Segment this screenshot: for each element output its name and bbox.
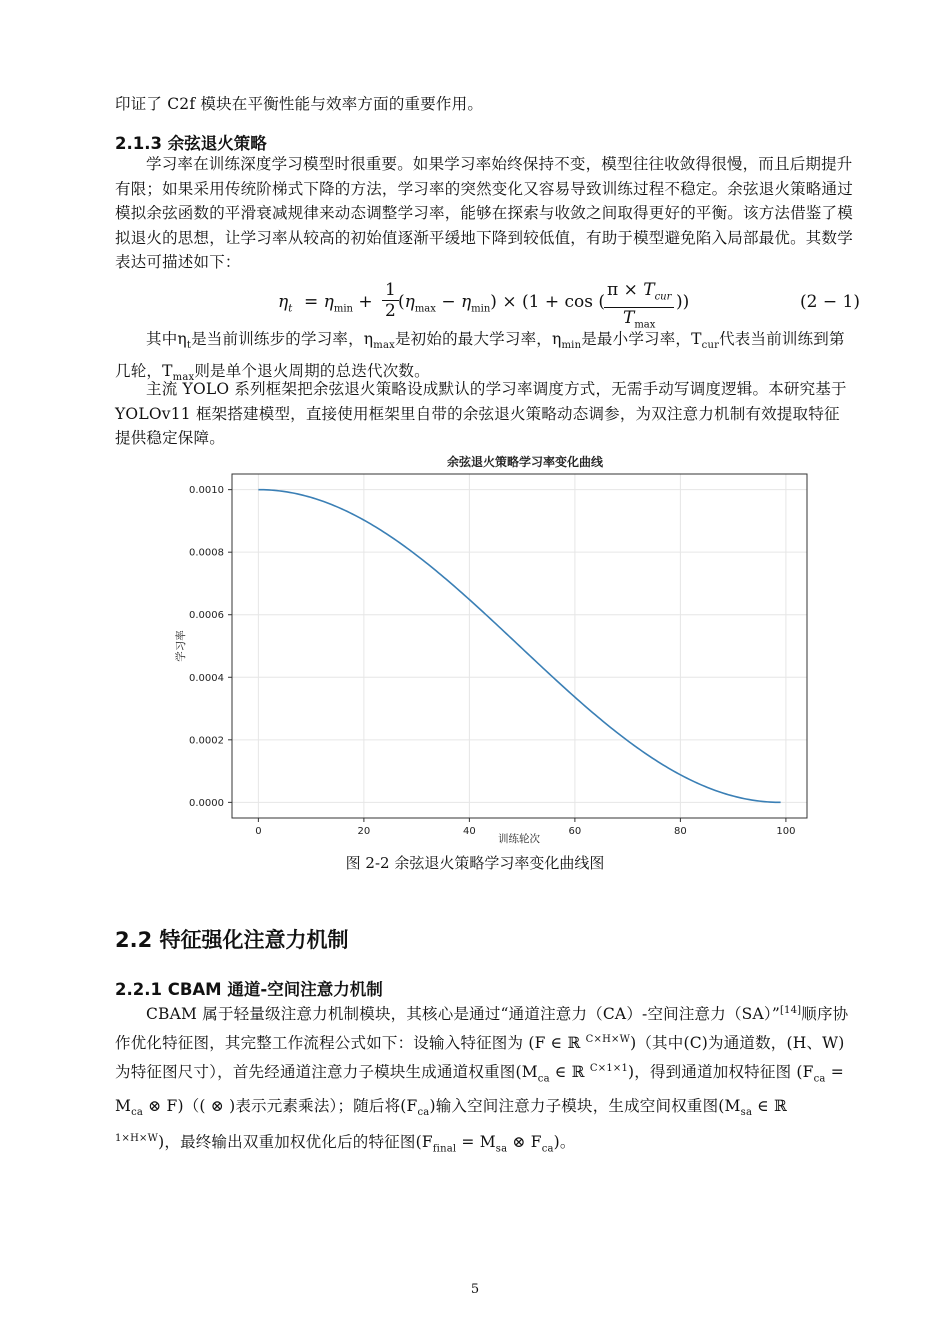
x-tick-label: 20 — [357, 826, 371, 837]
symbol-definition-text: 其中$\eta_t$是当前训练步的学习率，$\eta_{max}$是初始的最大学习率，$\eta_{min}$是最小学习率，$T_{cur}$代表当前训练到第几轮，$T_{max}$则是单个退火周期的总迭代次数。 — [115, 330, 845, 383]
section-2-2-1-paragraph — [115, 998, 855, 1162]
x-tick-label: 80 — [674, 826, 687, 837]
section-heading-2-1-3: 2.1.3 余弦退火策略 — [115, 134, 267, 153]
y-tick-label: 0.0006 — [189, 610, 224, 622]
x-tick-label: 100 — [776, 826, 796, 837]
formula-number: (2 − 1) — [800, 292, 860, 312]
section-heading-2-2: 2.2 特征强化注意力机制 — [115, 928, 349, 952]
chart-title: 余弦退火策略学习率变化曲线 — [446, 455, 604, 469]
y-tick-label: 0.0000 — [189, 797, 224, 809]
intro-line-text: 印证了 C2f 模块在平衡性能与效率方面的重要作用。 — [115, 95, 484, 113]
x-tick-label: 0 — [255, 826, 262, 837]
y-tick-label: 0.0002 — [189, 735, 224, 747]
x-tick-label: 40 — [463, 826, 476, 837]
intro-line — [115, 92, 855, 117]
section-2-1-3-paragraph-1 — [115, 152, 855, 275]
figure-caption: 图 2-2 余弦退火策略学习率变化曲线图 — [345, 854, 605, 872]
chart-ticks — [189, 485, 795, 837]
cosine-annealing-formula: $\eta_t$ = $\eta_{min}$ + $\frac{1}{2}$ $(\eta_{max} - \eta_{min}) \times (1 + \cos$ ( $\pi \times T_{cur}$ $T_{max}$ )) — [278, 280, 690, 331]
learning-rate-chart — [170, 450, 810, 850]
y-tick-label: 0.0010 — [189, 485, 224, 497]
x-axis-label: 训练轮次 — [498, 833, 540, 845]
y-tick-label: 0.0004 — [189, 672, 224, 684]
section-2-1-3-paragraph-3 — [115, 377, 855, 451]
y-axis-label: 学习率 — [175, 630, 187, 662]
page-number: 5 — [470, 1282, 480, 1297]
y-tick-label: 0.0008 — [189, 547, 224, 559]
x-tick-label: 60 — [568, 826, 582, 837]
paragraph-text: 学习率在训练深度学习模型时很重要。如果学习率始终保持不变，模型往往收敛得很慢，而且后期提升有限；如果采用传统阶梯式下降的方法，学习率的突然变化又容易导致训练过程不稳定。余弦退火策略通过模拟余弦函数的平滑衰减规律来动态调整学习率，能够在探索与收敛之间取得更好的平衡。该方法借鉴了模拟退火的思想，让学习率从较高的初始值逐渐平缓地下降到较低值，有助于模型避免陷入局部最优。其数学表达可描述如下： — [115, 155, 853, 271]
paragraph-text: 主流 YOLO 系列框架把余弦退火策略设成默认的学习率调度方式，无需手动写调度逻辑。本研究基于 YOLOv11 框架搭建模型，直接使用框架里自带的余弦退火策略动态调参，为双注意力机制有效提取特征提供稳定保障。 — [115, 380, 847, 447]
section-heading-2-2-1: 2.2.1 CBAM 通道-空间注意力机制 — [115, 980, 383, 999]
learning-rate-series-line — [258, 490, 780, 803]
cbam-description-text: CBAM 属于轻量级注意力机制模块，其核心是通过“通道注意力（CA）-空间注意力（SA）”[14]顺序协作优化特征图，其完整工作流程公式如下：设输入特征图为 (F ∈ ℝ $^{C\times H\times W}$)（其中(C)为通道数，(H、W)为特征图尺寸），首先经通道注意力子模块生成通道权重图($M_{ca}$ ∈ ℝ $^{C\times 1\times 1}$)，得到通道加权特征图 ($F_{ca} = M_{ca}$ ⊗ F)（( ⊗ )表示元素乘法）；随后将$(F_{ca})$输入空间注意力子模块，生成空间权重图($M_{sa}$ ∈ ℝ $^{1\times H\times W}$)，最终输出双重加权优化后的特征图($F_{final} = M_{sa}$ ⊗ $F_{ca}$)。 — [115, 1005, 849, 1154]
